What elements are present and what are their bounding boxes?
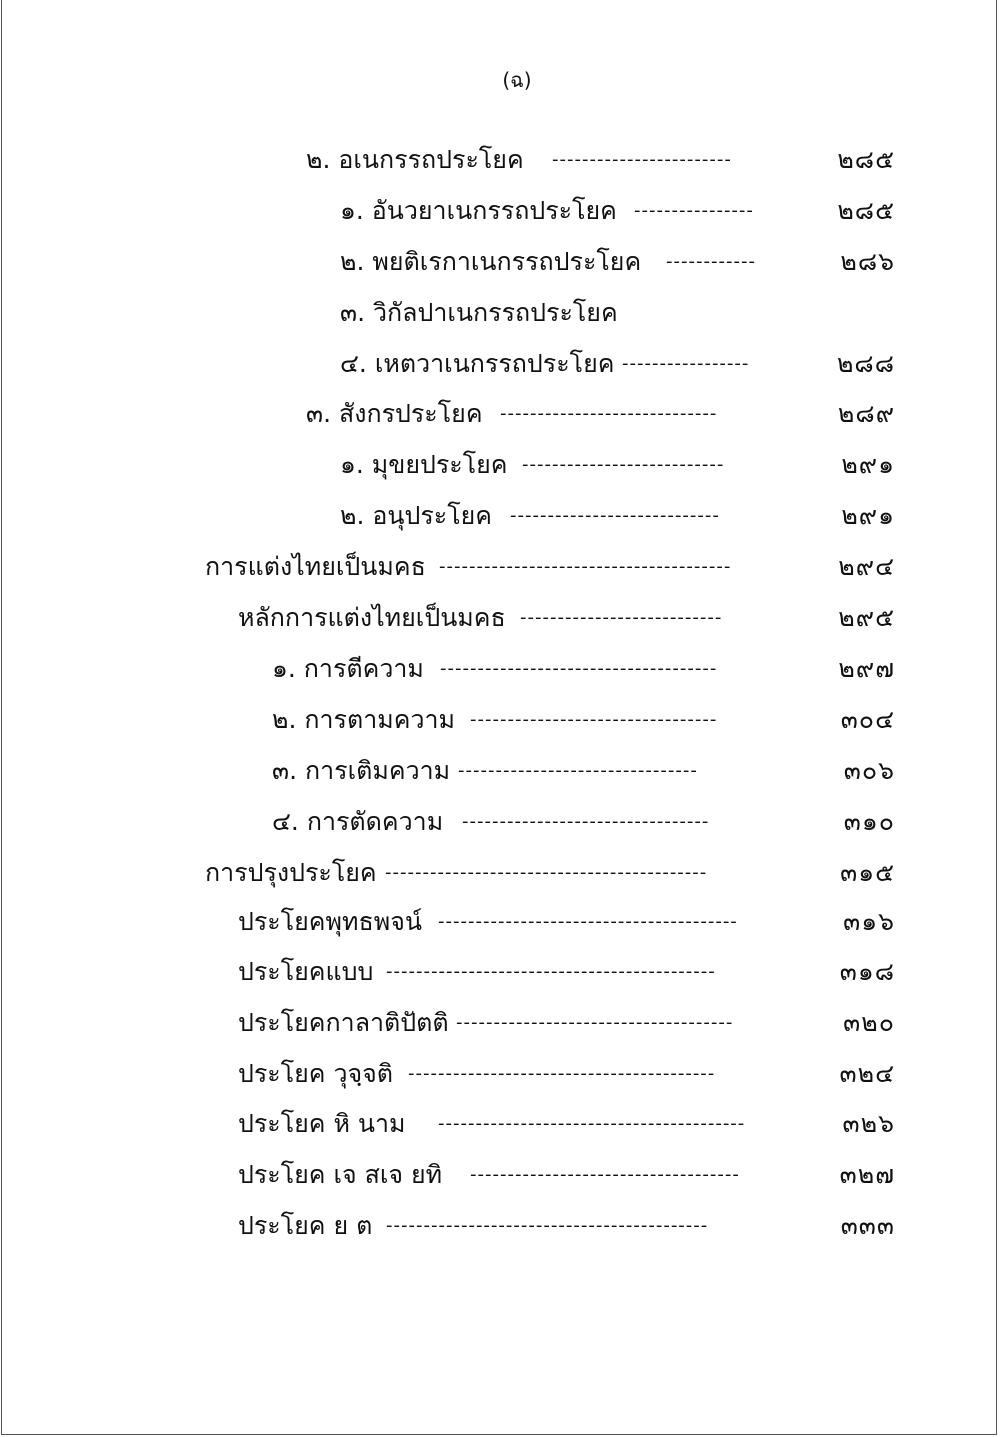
toc-leader-dashes: ----------------------------------------- xyxy=(438,1113,746,1134)
toc-entry-page: ๓๑๕ xyxy=(840,858,895,887)
toc-entry-title: ๑. อันวยาเนกรรถประโยค xyxy=(340,196,617,225)
toc-entry-title: ๒. อนุประโยค xyxy=(340,501,493,530)
toc-leader-dashes: ------------ xyxy=(666,251,756,272)
toc-entry-page: ๓๒๗ xyxy=(839,1160,895,1189)
toc-entry-page: ๒๙๔ xyxy=(838,552,895,581)
toc-leader-dashes: --------------------------- xyxy=(522,454,725,475)
toc-leader-dashes: ----------------------------- xyxy=(500,403,718,424)
toc-leader-dashes: ---------------------------- xyxy=(510,505,720,526)
toc-entry-page: ๒๘๖ xyxy=(840,247,895,276)
toc-leader-dashes: ------------------------------------ xyxy=(470,1164,740,1185)
toc-entry-title: ประโยคกาลาติปัตติ xyxy=(238,1008,449,1037)
page-number: (ฉ) xyxy=(502,68,532,92)
toc-entry-title: ประโยค หิ นาม xyxy=(238,1109,406,1138)
toc-leader-dashes: ----------------------------------------- xyxy=(408,1063,716,1084)
toc-leader-dashes: ---------------------------------------- xyxy=(438,911,738,932)
toc-entry-title: ๓. วิกัลปาเนกรรถประโยค xyxy=(340,298,618,327)
toc-leader-dashes: --------------------------- xyxy=(520,607,723,628)
toc-entry-page: ๒๘๙ xyxy=(837,399,895,428)
toc-entry-page: ๓๑๐ xyxy=(843,807,895,836)
toc-entry-title: ๒. อเนกรรถประโยค xyxy=(306,145,524,174)
toc-entry-page: ๒๘๘ xyxy=(836,349,895,378)
toc-entry-page: ๓๓๓ xyxy=(840,1211,895,1240)
toc-entry-page: ๓๒๖ xyxy=(842,1109,895,1138)
toc-entry-title: การแต่งไทยเป็นมคธ xyxy=(205,552,426,581)
toc-entry-page: ๓๑๖ xyxy=(843,907,895,936)
toc-entry-page: ๒๙๕ xyxy=(838,603,895,632)
toc-entry-page: ๒๘๕ xyxy=(837,196,895,225)
toc-leader-dashes: ------------------------------------- xyxy=(440,658,718,679)
toc-leader-dashes: ----------------- xyxy=(622,353,750,374)
toc-entry-page: ๒๙๗ xyxy=(838,654,895,683)
toc-entry-page: ๓๐๖ xyxy=(843,756,895,785)
toc-entry-title: ๓. การเติมความ xyxy=(272,756,451,785)
toc-entry-title: ๔. เหตวาเนกรรถประโยค xyxy=(340,349,615,378)
toc-entry-title: หลักการแต่งไทยเป็นมคธ xyxy=(238,603,506,632)
toc-leader-dashes: --------------------------------- xyxy=(470,709,718,730)
toc-entry-page: ๓๒๐ xyxy=(843,1008,895,1037)
toc-entry-page: ๒๙๑ xyxy=(841,450,895,479)
toc-leader-dashes: ------------------------ xyxy=(552,149,732,170)
toc-entry-page: ๒๙๑ xyxy=(841,501,895,530)
toc-entry-title: ประโยคแบบ xyxy=(238,957,374,986)
toc-entry-title: ประโยคพุทธพจน์ xyxy=(238,907,422,936)
toc-entry-title: ประโยค เจ สเจ ยทิ xyxy=(238,1160,443,1189)
toc-entry-title: ประโยค วุจฺจติ xyxy=(238,1059,394,1088)
toc-leader-dashes: -------------------------------- xyxy=(458,760,698,781)
toc-entry-title: ๓. สังกรประโยค xyxy=(306,399,483,428)
toc-entry-title: ๑. มุขยประโยค xyxy=(340,450,508,479)
toc-entry-title: การปรุงประโยค xyxy=(205,858,377,887)
toc-entry-title: ๔. การตัดความ xyxy=(272,807,444,836)
toc-entry-title: ๑. การตีความ xyxy=(272,654,424,683)
toc-entry-page: ๓๒๔ xyxy=(839,1059,895,1088)
toc-leader-dashes: --------------------------------- xyxy=(462,811,710,832)
toc-leader-dashes: ---------------- xyxy=(634,200,754,221)
toc-entry-page: ๒๘๕ xyxy=(837,145,895,174)
toc-leader-dashes: -------------------------------------------- xyxy=(386,961,716,982)
toc-entry-title: ประโยค ย ต xyxy=(238,1211,373,1240)
toc-leader-dashes: ------------------------------------------- xyxy=(385,862,708,883)
toc-leader-dashes: --------------------------------------- xyxy=(439,556,732,577)
toc-entry-title: ๒. พยติเรกาเนกรรถประโยค xyxy=(340,247,642,276)
toc-leader-dashes: ------------------------------------------- xyxy=(386,1215,709,1236)
toc-leader-dashes: ------------------------------------- xyxy=(456,1012,734,1033)
toc-entry-title: ๒. การตามความ xyxy=(272,705,456,734)
toc-entry-page: ๓๑๘ xyxy=(839,957,895,986)
toc-entry-page: ๓๐๔ xyxy=(840,705,895,734)
